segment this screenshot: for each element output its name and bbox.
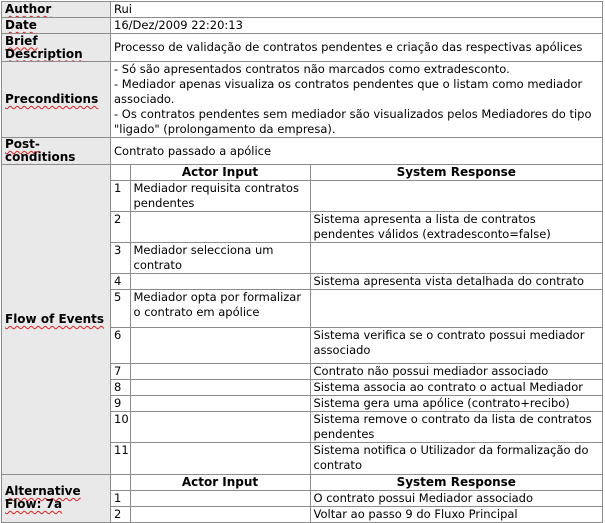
step-system: Sistema notifica o Utilizador da formalização do contrato <box>310 443 602 474</box>
alternative-row <box>2 474 603 522</box>
table-row <box>111 380 602 396</box>
preconditions-value <box>111 62 603 138</box>
date-value: 16/Dez/2009 22:20:13 <box>111 18 603 34</box>
alternative-header-actor: Actor Input <box>130 475 310 491</box>
step-system: Sistema associa ao contrato o actual Mediador <box>310 380 602 396</box>
alternative-header-system: System Response <box>310 475 602 491</box>
flow-row <box>2 165 603 475</box>
table-row <box>111 212 602 243</box>
step-number: 5 <box>111 290 130 328</box>
precondition-line: - Os contratos pendentes sem mediador são visualizados pelos Mediadores do tipo "ligado" (prolongamento da empresa). <box>114 107 592 136</box>
step-system: Sistema apresenta vista detalhada do contrato <box>310 274 602 290</box>
step-system <box>310 243 602 274</box>
step-actor: Mediador selecciona um contrato <box>130 243 310 274</box>
table-row <box>111 290 602 328</box>
table-row <box>111 328 602 364</box>
brief-row <box>2 34 603 62</box>
flow-header-num <box>111 165 130 181</box>
preconditions-label: Preconditions <box>2 62 111 138</box>
brief-label: Brief Description <box>2 34 111 62</box>
table-row <box>111 506 602 522</box>
step-actor <box>130 506 310 522</box>
step-actor <box>130 490 310 506</box>
postconditions-row <box>2 138 603 165</box>
step-actor <box>130 364 310 380</box>
step-actor: Mediador requisita contratos pendentes <box>130 181 310 212</box>
flow-label: Flow of Events <box>2 165 111 475</box>
flow-cell <box>111 165 603 475</box>
step-actor <box>130 396 310 412</box>
step-actor <box>130 412 310 443</box>
author-row <box>2 2 603 18</box>
preconditions-row <box>2 62 603 138</box>
step-system: Sistema gera uma apólice (contrato+recibo) <box>310 396 602 412</box>
step-actor <box>130 328 310 364</box>
step-number: 11 <box>111 443 130 474</box>
step-system: Sistema remove o contrato da lista de contratos pendentes <box>310 412 602 443</box>
date-label: Date <box>2 18 111 34</box>
step-actor <box>130 380 310 396</box>
step-actor: Mediador opta por formalizar o contrato em apólice <box>130 290 310 328</box>
alternative-table <box>111 475 602 522</box>
postconditions-label: Post-conditions <box>2 138 111 165</box>
step-system: Sistema apresenta a lista de contratos pendentes válidos (extradesconto=false) <box>310 212 602 243</box>
date-row <box>2 18 603 34</box>
step-number: 10 <box>111 412 130 443</box>
step-actor <box>130 212 310 243</box>
flow-header-actor: Actor Input <box>130 165 310 181</box>
author-value: Rui <box>111 2 603 18</box>
table-row <box>111 490 602 506</box>
step-system <box>310 181 602 212</box>
brief-value: Processo de validação de contratos pendentes e criação das respectivas apólices <box>111 34 603 62</box>
table-row <box>111 412 602 443</box>
step-number: 4 <box>111 274 130 290</box>
step-number: 1 <box>111 490 130 506</box>
table-row <box>111 443 602 474</box>
table-row <box>111 274 602 290</box>
step-number: 9 <box>111 396 130 412</box>
alternative-header-num <box>111 475 130 491</box>
flow-table <box>111 165 602 474</box>
step-number: 2 <box>111 506 130 522</box>
step-system: Voltar ao passo 9 do Fluxo Principal <box>310 506 602 522</box>
step-system: O contrato possui Mediador associado <box>310 490 602 506</box>
use-case-table <box>1 1 603 523</box>
step-system: Sistema verifica se o contrato possui mediador associado <box>310 328 602 364</box>
step-system <box>310 290 602 328</box>
table-row <box>111 396 602 412</box>
table-row <box>111 364 602 380</box>
precondition-line: - Mediador apenas visualiza os contratos pendentes que o listam como mediador associado. <box>114 77 583 106</box>
table-row <box>111 243 602 274</box>
alternative-label: Alternative Flow: 7a <box>2 474 111 522</box>
flow-header-system: System Response <box>310 165 602 181</box>
step-number: 2 <box>111 212 130 243</box>
step-system: Contrato não possui mediador associado <box>310 364 602 380</box>
step-number: 3 <box>111 243 130 274</box>
step-number: 7 <box>111 364 130 380</box>
step-number: 8 <box>111 380 130 396</box>
author-label: Author <box>2 2 111 18</box>
alternative-header <box>111 475 602 491</box>
alternative-cell <box>111 474 603 522</box>
step-actor <box>130 443 310 474</box>
step-number: 6 <box>111 328 130 364</box>
precondition-line: - Só são apresentados contratos não marcados como extradesconto. <box>114 62 510 76</box>
step-actor <box>130 274 310 290</box>
postconditions-value: Contrato passado a apólice <box>111 138 603 165</box>
flow-header <box>111 165 602 181</box>
table-row <box>111 181 602 212</box>
step-number: 1 <box>111 181 130 212</box>
